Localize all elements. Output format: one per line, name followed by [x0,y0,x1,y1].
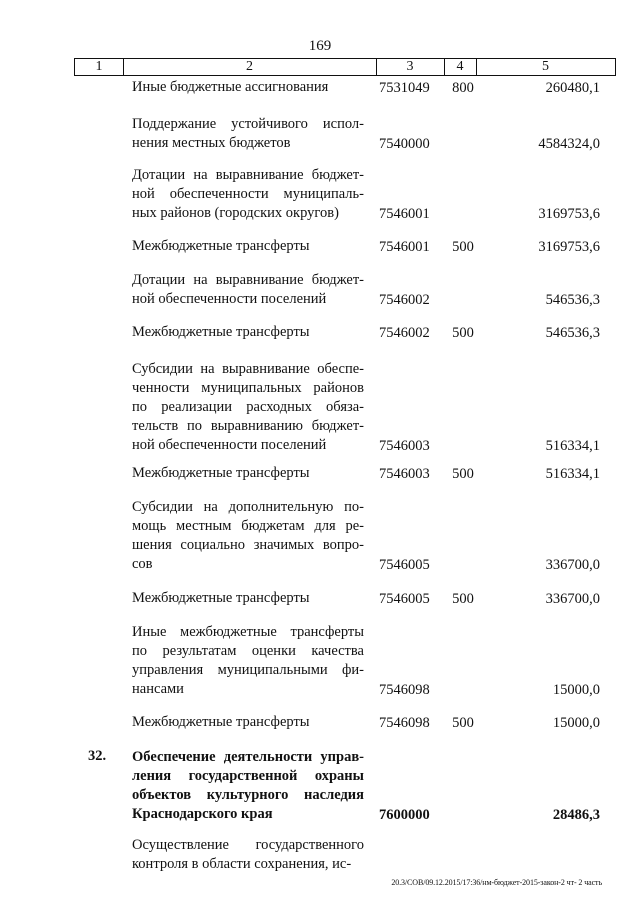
table-row [0,271,640,309]
row-name-line: Иные межбюджетные трансферты [132,624,364,640]
row-name-line: шения социально значимых вопро- [132,537,364,553]
row-name-line: ной обеспеченности поселений [132,437,327,453]
row-name-line: ной обеспеченности поселений [132,291,327,307]
row-amount: 3169753,6 [538,239,600,255]
row-name-line: Межбюджетные трансферты [132,465,310,481]
table-row [0,589,640,608]
row-expense-type: 800 [452,80,474,96]
row-name-line: Поддержание устойчивого испол- [132,116,364,132]
table-row [0,713,640,732]
row-name [132,713,364,732]
row-name-line: объектов культурного наследия [132,787,364,803]
row-code: 7546098 [379,715,430,731]
row-amount: 28486,3 [552,807,600,823]
row-code: 7540000 [379,136,430,152]
row-amount: 516334,1 [545,466,600,482]
row-amount: 15000,0 [552,682,600,698]
table-row [0,78,640,97]
row-amount: 546536,3 [545,292,600,308]
row-name-line: Межбюджетные трансферты [132,590,310,606]
table-row [0,115,640,153]
row-name-line: Субсидии на дополнительную по- [132,499,364,515]
row-name-line: по реализации расходных обяза- [132,399,364,415]
row-name [132,498,364,574]
row-name [132,623,364,699]
header-col-5: 5 [542,59,549,74]
row-name [132,78,364,97]
row-amount: 336700,0 [545,557,600,573]
row-name-line: ченности муниципальных районов [132,380,364,396]
row-expense-type: 500 [452,591,474,607]
header-col-4: 4 [456,59,464,74]
table-row [0,836,640,874]
row-name-line: Обеспечение деятельности управ- [132,749,364,765]
row-name-line: ных районов (городских округов) [132,205,339,221]
row-code: 7546002 [379,325,430,341]
row-expense-type: 500 [452,715,474,731]
table-header [74,58,616,76]
table-row [0,623,640,699]
row-name-line: нансами [132,681,184,697]
header-col-3: 3 [406,59,414,74]
row-name-line: нения местных бюджетов [132,135,291,151]
row-amount: 260480,1 [545,80,600,96]
row-amount: 15000,0 [552,715,600,731]
row-amount: 546536,3 [545,325,600,341]
row-name [132,166,364,223]
row-name-line: ления государственной охраны [132,768,364,784]
row-name [132,464,364,483]
row-name-line: Межбюджетные трансферты [132,238,310,254]
row-name-line: Иные бюджетные ассигнования [132,79,329,95]
footer-path: 20.3/СОВ/09.12.2015/17:36/нм-бюджет-2015-закон-2 чт- 2 часть [391,878,602,887]
table-row [0,748,640,824]
row-code: 7546002 [379,292,430,308]
row-name [132,237,364,256]
row-name-line: контроля в области сохранения, ис- [132,856,352,872]
row-name-line: сов [132,556,153,572]
row-code: 7546001 [379,206,430,222]
row-name-line: Краснодарского края [132,806,273,822]
table-row [0,464,640,483]
row-code: 7531049 [379,80,430,96]
row-name-line: Осуществление государственного [132,837,364,853]
row-name [132,271,364,309]
table-row [0,360,640,455]
row-code: 7546005 [379,557,430,573]
row-code: 7546003 [379,466,430,482]
row-name [132,360,364,455]
table-row [0,237,640,256]
row-name-line: управления муниципальными фи- [132,662,364,678]
table-row [0,498,640,574]
row-code: 7600000 [379,807,430,823]
row-number: 32. [88,748,107,764]
row-code: 7546005 [379,591,430,607]
row-code: 7546001 [379,239,430,255]
table-row [0,166,640,223]
row-expense-type: 500 [452,466,474,482]
row-name-line: тельств по выравниванию бюджет- [132,418,364,434]
row-amount: 4584324,0 [538,136,600,152]
row-name-line: Дотации на выравнивание бюджет- [132,272,364,288]
page-number: 169 [308,38,332,54]
table-row [0,323,640,342]
row-name [132,748,364,824]
row-name-line: Дотации на выравнивание бюджет- [132,167,364,183]
row-expense-type: 500 [452,325,474,341]
row-name-line: Межбюджетные трансферты [132,714,310,730]
row-name [132,589,364,608]
row-name-line: ной обеспеченности муниципаль- [132,186,364,202]
row-name [132,836,364,874]
row-code: 7546098 [379,682,430,698]
row-name-line: Межбюджетные трансферты [132,324,310,340]
row-name [132,323,364,342]
row-name-line: мощь местным бюджетам для ре- [132,518,364,534]
header-col-2: 2 [246,59,253,74]
row-name [132,115,364,153]
row-name-line: Субсидии на выравнивание обеспе- [132,361,364,377]
row-amount: 516334,1 [545,438,600,454]
row-name-line: по результатам оценки качества [132,643,364,659]
row-amount: 336700,0 [545,591,600,607]
header-col-1: 1 [95,59,103,74]
row-code: 7546003 [379,438,430,454]
row-expense-type: 500 [452,239,474,255]
row-amount: 3169753,6 [538,206,600,222]
